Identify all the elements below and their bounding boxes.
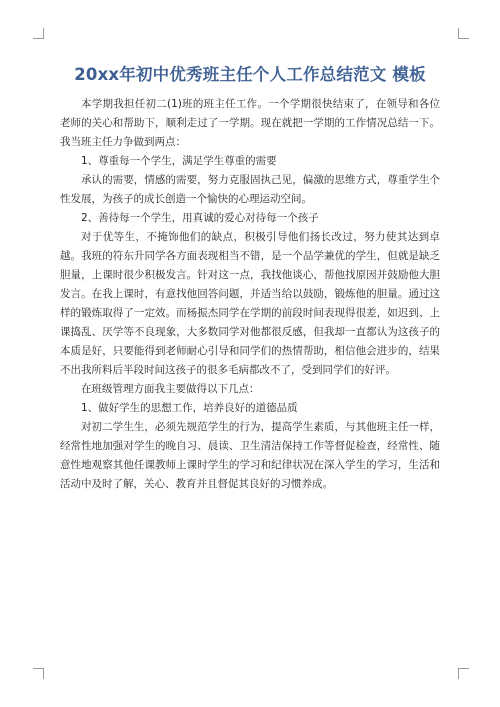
heading-point-2: 2、善待每一个学生，用真诚的爱心对待每一个孩子	[81, 212, 319, 224]
paragraph-intro: 本学期我担任初二(1)班的班主任工作。一个学期很快结束了，在领导和各位老师的关心和帮助下，顺利走过了一学期。现在就把一学期的工作情况总结一下。我当班主任力争做到两点：	[60, 98, 440, 148]
paragraph-point-2: 对于优等生，不掩饰他们的缺点，积极引导他们扬长改过，努力使其达到卓越。我班的符东升同学各方面表现相当不错，是一个品学兼优的学生，但就是缺乏胆量，上课时很少积极发言。针对这一点，我找他谈心，帮他找原因并鼓励他大胆发言。在我上课时，有意找他回答问题，并适当给以鼓励，锻炼他的胆量。通过这样的锻炼取得了一定效。而杨振杰同学在学期的前段时间表现得很差，如迟到、上课捣乱、厌学等不良现象，大多数同学对他都很反感，但我却一直都认为这孩子的本质是好，只要能得到老师耐心引导和同学们的热情帮助，相信他会进步的，结果不出我所料后半段时间这孩子的很多毛病都改不了，受到同学们的好评。	[60, 231, 440, 376]
crop-mark-bottom-left	[33, 668, 44, 679]
heading-management-1: 1、做好学生的思想工作，培养良好的道德品质	[81, 402, 298, 414]
crop-mark-top-left	[33, 28, 44, 39]
crop-mark-top-right	[458, 28, 469, 39]
crop-mark-bottom-right	[458, 668, 469, 679]
paragraph-management-1: 对初二学生生，必须先规范学生的行为，提高学生素质，与其他班主任一样，经常性地加强对学生的晚自习、晨读、卫生清洁保持工作等督促检查，经常性、随意性地观察其他任课教师上课时学生的学习和纪律状况在深入学生的学习，生活和活动中及时了解，关心、教育并且督促其良好的习惯养成。	[60, 421, 440, 490]
paragraph-class-management: 在班级管理方面我主要做得以下几点：	[81, 383, 260, 395]
heading-point-1: 1、尊重每一个学生，满足学生尊重的需要	[81, 155, 277, 167]
paragraph-point-1: 承认的需要，情感的需要，努力克服固执己见，偏激的思维方式，尊重学生个性发展，为孩子的成长创造一个愉快的心理运动空间。	[60, 174, 440, 205]
document-body	[60, 95, 440, 494]
document-title: 20xx年初中优秀班主任个人工作总结范文 模板	[74, 65, 426, 84]
